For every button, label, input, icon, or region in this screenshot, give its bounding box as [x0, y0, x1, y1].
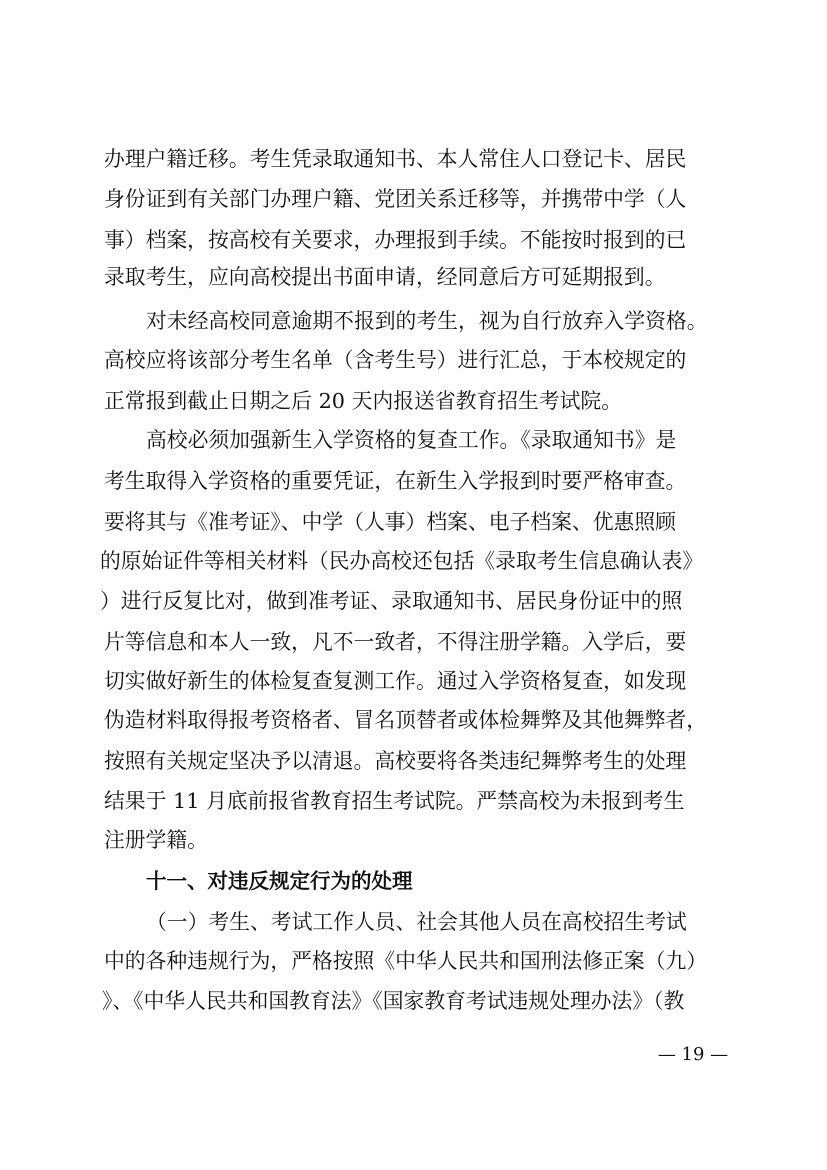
body-line-13: 片等信息和本人一致，凡不一致者，不得注册学籍。入学后，要: [104, 630, 687, 654]
paragraph-indent-line-20: （一）考生、考试工作人员、社会其他人员在高校招生考试: [146, 910, 687, 934]
page-number: — 19 —: [657, 1044, 729, 1065]
body-line-2: 身份证到有关部门办理户籍、党团关系迁移等，并携带中学（人: [104, 187, 687, 211]
body-line-10: 要将其与《准考证》、中学（人事）档案、电子档案、优惠照顾: [104, 510, 676, 534]
body-line-22: 》、《中华人民共和国教育法》《国家教育考试违规处理办法》（教: [102, 989, 685, 1013]
body-line-16: 按照有关规定坚决予以清退。高校要将各类违纪舞弊考生的处理: [104, 749, 687, 773]
paragraph-indent-line-8: 高校必须加强新生入学资格的复查工作。《录取通知书》是: [146, 428, 677, 452]
body-line-4: 录取考生，应向高校提出书面申请，经同意后方可延期报到。: [104, 265, 666, 289]
body-line-11: 的原始证件等相关材料（民办高校还包括《录取考生信息确认表》: [100, 549, 704, 573]
body-line-9: 考生取得入学资格的重要凭证，在新生入学报到时要严格审查。: [104, 469, 687, 493]
body-line-14: 切实做好新生的体检复查复测工作。通过入学资格复查，如发现: [104, 669, 687, 693]
body-line-12: ）进行反复比对，做到准考证、录取通知书、居民身份证中的照: [100, 589, 683, 613]
body-line-18: 注册学籍。: [104, 828, 208, 852]
body-line-6: 高校应将该部分考生名单（含考生号）进行汇总，于本校规定的: [104, 348, 687, 372]
body-line-7: 正常报到截止日期之后 20 天内报送省教育招生考试院。: [104, 389, 623, 413]
section-heading: 十一、对违反规定行为的处理: [146, 869, 413, 893]
body-line-15: 伪造材料取得报考资格者、冒名顶替者或体检舞弊及其他舞弊者，: [104, 708, 708, 732]
body-line-17: 结果于 11 月底前报省教育招生考试院。严禁高校为未报到考生: [104, 789, 685, 813]
body-line-3: 事）档案，按高校有关要求，办理报到手续。不能按时报到的已: [104, 228, 687, 252]
paragraph-indent-line-5: 对未经高校同意逾期不报到的考生，视为自行放弃入学资格。: [146, 309, 708, 333]
body-line-1: 办理户籍迁移。考生凭录取通知书、本人常住人口登记卡、居民: [104, 147, 687, 171]
body-line-21: 中的各种违规行为，严格按照《中华人民共和国刑法修正案（九）: [104, 949, 708, 973]
